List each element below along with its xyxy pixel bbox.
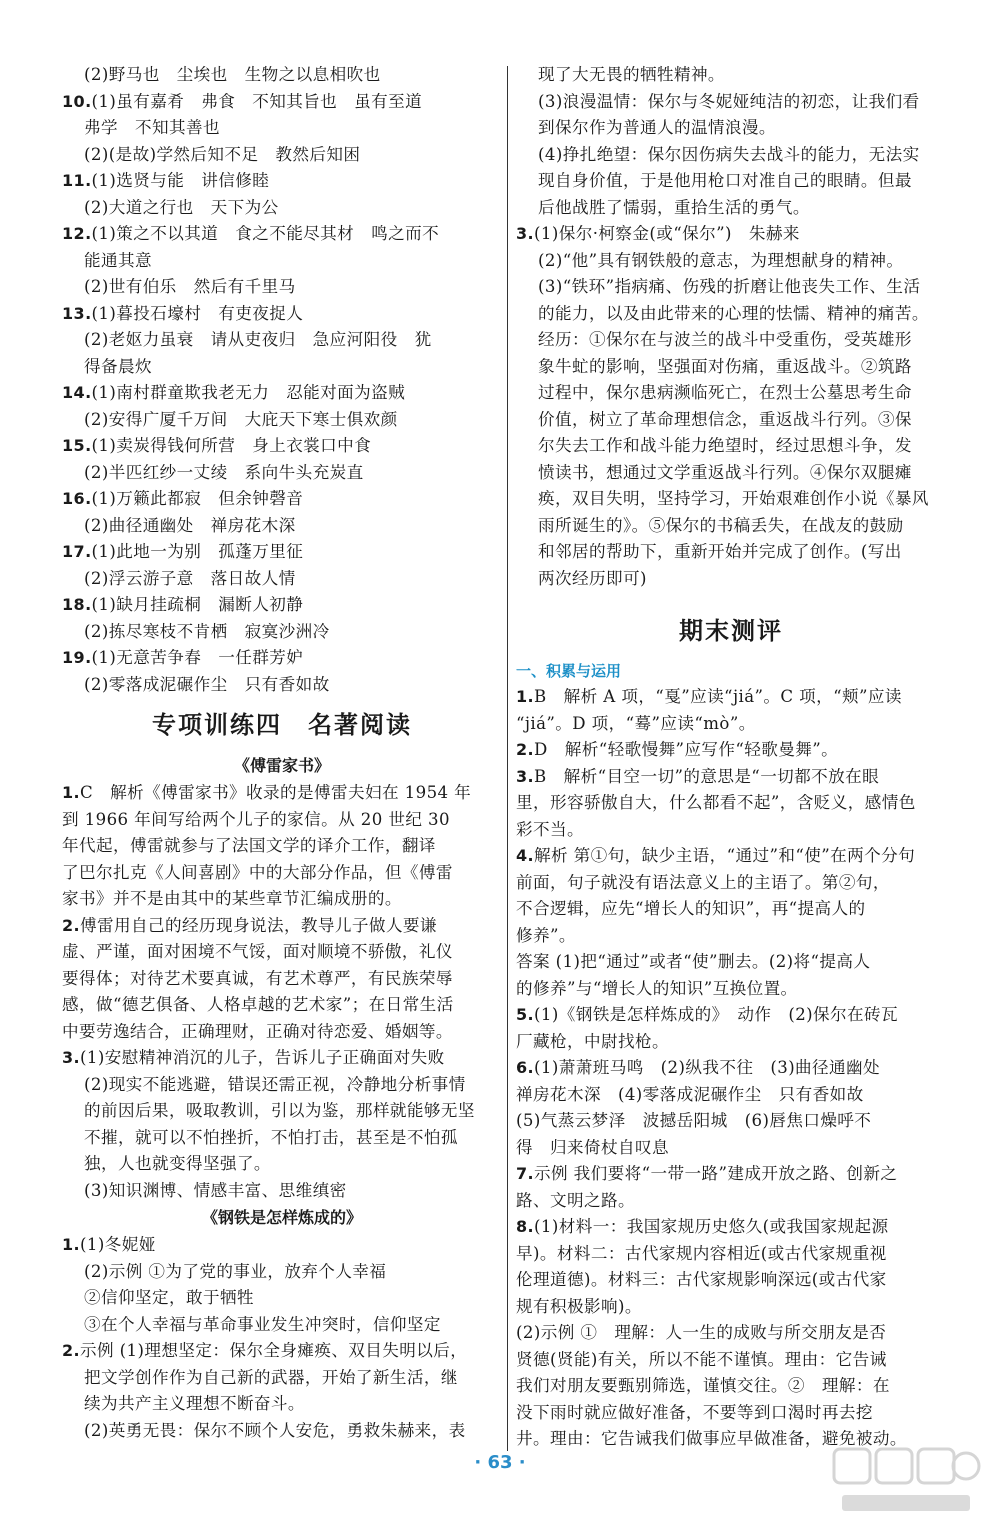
answer-line: [62, 672, 502, 699]
line-text: C 解析《傅雷家书》收录的是傅雷夫妇在 1954 年: [80, 783, 472, 802]
line-text: 现了大无畏的牺牲精神。: [538, 65, 725, 84]
answer-line: [516, 248, 946, 275]
line-text: ③在个人幸福与革命事业发生冲突时，信仰坚定: [84, 1314, 441, 1334]
answer-line: [516, 513, 946, 540]
line-text: (3)知识渊博、情感丰富、思维缜密: [84, 1180, 347, 1200]
line-text: 象牛虻的影响，坚强面对伤痛，重返战斗。②筑路: [538, 356, 912, 376]
answer-line: [516, 1029, 946, 1056]
answer-line: [516, 115, 946, 142]
line-text: 两次经历即可): [538, 568, 647, 588]
item-number: 2.: [62, 915, 81, 935]
line-text: 愤读书，想通过文学重返战斗行列。④保尔双腿瘫: [538, 462, 912, 482]
line-text: 不合逻辑，应先“增长人的知识”，再“提高人的: [516, 899, 866, 918]
answer-item: [516, 684, 946, 711]
line-text: 能通其意: [84, 250, 152, 270]
line-text: 经历：①保尔在与波兰的战斗中受重伤，受英雄形: [538, 330, 912, 349]
answer-line: [62, 1098, 502, 1125]
line-text: 后他战胜了懦弱，重拾生活的勇气。: [538, 197, 810, 217]
item-number: 10.: [62, 91, 92, 111]
item-number: 4.: [516, 846, 535, 865]
line-text: 尔失去工作和战斗能力绝望时，经过思想斗争，发: [538, 436, 912, 455]
line-text: D 解析“轻歌慢舞”应写作“轻歌曼舞”。: [534, 740, 839, 759]
line-text: 解析 第①句，缺少主语，“通过”和“使”在两个分句: [534, 846, 916, 865]
line-text: (2)野马也 尘埃也 生物之以息相吹也: [84, 65, 381, 84]
line-text: (1)万籁此都寂 但余钟磬音: [91, 489, 304, 508]
line-text: 井。理由：它告诫我们做事应早做准备，避免被动。: [516, 1429, 907, 1448]
answer-line: [62, 860, 502, 887]
line-text: (3)浪漫温情：保尔与冬妮娅纯洁的初恋，让我们看: [538, 91, 920, 111]
answer-line: [516, 1267, 946, 1294]
answer-line: [516, 407, 946, 434]
answer-line: [516, 539, 946, 566]
answer-line: [62, 513, 502, 540]
left-column: [62, 62, 502, 1444]
answer-item: [62, 645, 502, 672]
column-divider: [507, 66, 508, 1451]
line-text: B 解析 A 项，“戛”应读“jiá”。C 项，“颊”应读: [534, 687, 902, 706]
item-number: 3.: [516, 224, 535, 243]
line-text: (1)暮投石壕村 有吏夜捉人: [91, 303, 304, 323]
line-text: (1)冬妮娅: [80, 1235, 156, 1254]
answer-line: [62, 195, 502, 222]
answer-line: [62, 1019, 502, 1046]
line-text: 贤德(贤能)有关，所以不能不谨慎。理由：它告诫: [516, 1349, 887, 1369]
line-text: (1)无意苦争春 一任群芳妒: [91, 648, 304, 667]
line-text: (2)零落成泥碾作尘 只有香如故: [84, 674, 330, 694]
page-number: · 63 ·: [474, 1452, 526, 1473]
item-number: 17.: [62, 542, 92, 561]
line-text: (2)世有伯乐 然后有千里马: [84, 277, 296, 296]
item-number: 1.: [516, 687, 535, 706]
answer-line: [62, 807, 502, 834]
answer-item: [62, 486, 502, 513]
answer-line: [516, 790, 946, 817]
line-text: (2)浮云游子意 落日故人情: [84, 568, 296, 588]
line-text: (2)英勇无畏：保尔不顾个人安危，勇救朱赫来，表: [84, 1420, 466, 1440]
line-text: B 解析“目空一切”的意思是“一切都不放在眼: [534, 766, 880, 786]
answer-item: [62, 433, 502, 460]
line-text: 伦理道德)。材料三：古代家规影响深远(或古代家: [516, 1270, 887, 1289]
line-text: 要得体；对待艺术要真诚，有艺术尊严，有民族荣辱: [62, 968, 453, 988]
line-text: (5)气蒸云梦泽 波撼岳阳城 (6)唇焦口燥呼不: [516, 1111, 872, 1130]
right-column: [516, 62, 946, 1453]
answer-item: [516, 1002, 946, 1029]
line-text: 家书》并不是由其中的某些章节汇编成册的。: [62, 889, 402, 908]
line-text: 到保尔作为普通人的温情浪漫。: [538, 118, 776, 137]
answer-item: [516, 737, 946, 764]
answer-line: [516, 142, 946, 169]
answer-item: [62, 1338, 502, 1365]
line-text: (2)曲径通幽处 禅房花木深: [84, 515, 296, 535]
line-text: 得 归来倚杖自叹息: [516, 1137, 669, 1157]
line-text: (3)“铁环”指病痛、伤残的折磨让他丧失工作、生活: [538, 277, 921, 296]
line-text: (2)半匹红纱一丈绫 系向牛头充炭直: [84, 462, 364, 482]
line-text: 感，做“德艺俱备、人格卓越的艺术家”；在日常生活: [62, 995, 454, 1014]
answer-item: [516, 1161, 946, 1188]
line-text: (1)安慰精神消沉的儿子，告诉儿子正确面对失败: [80, 1048, 445, 1067]
line-text: 把文学创作作为自己新的武器，开始了新生活，继: [84, 1367, 458, 1387]
answer-line: [62, 566, 502, 593]
line-text: 中要劳逸结合，正确理财，正确对待恋爱、婚姻等。: [62, 1021, 453, 1041]
line-text: 前面，句子就没有语法意义上的主语了。第②句，: [516, 872, 890, 892]
answer-line: [62, 248, 502, 275]
item-number: 19.: [62, 648, 92, 667]
line-text: ②信仰坚定，敢于牺牲: [84, 1288, 254, 1307]
answer-line: [516, 566, 946, 593]
answer-item: [516, 221, 946, 248]
answer-line: [516, 433, 946, 460]
line-text: 过程中，保尔患病濒临死亡，在烈士公墓思考生命: [538, 383, 912, 402]
answer-line: [62, 115, 502, 142]
answer-line: [516, 1347, 946, 1374]
line-text: (2)大道之行也 天下为公: [84, 197, 279, 217]
line-text: 价值，树立了革命理想信念，重返战斗行列。③保: [538, 409, 912, 429]
answer-item: [62, 221, 502, 248]
answer-line: [62, 939, 502, 966]
line-text: (2)(是故)学然后知不足 教然后知困: [84, 144, 361, 164]
answer-line: [516, 817, 946, 844]
answer-line: [62, 1072, 502, 1099]
line-text: 答案 (1)把“通过”或者“使”删去。(2)将“提高人: [516, 952, 871, 971]
answer-line: [516, 1320, 946, 1347]
answer-line: [62, 62, 502, 89]
line-text: 修养”。: [516, 925, 576, 945]
answer-item: [62, 1045, 502, 1072]
line-text: 弗学 不知其善也: [84, 118, 220, 137]
line-text: 得备晨炊: [84, 356, 152, 376]
line-text: (1)《钢铁是怎样炼成的》 动作 (2)保尔在砖瓦: [534, 1005, 899, 1024]
answer-item: [516, 1055, 946, 1082]
answer-line: [62, 1151, 502, 1178]
spacer: [516, 592, 946, 604]
line-text: (1)保尔·柯察金(或“保尔”) 朱赫来: [534, 224, 800, 243]
line-text: 和邻居的帮助下，重新开始并完成了创作。(写出: [538, 542, 902, 561]
answer-item: [62, 913, 502, 940]
item-number: 8.: [516, 1217, 535, 1236]
answer-line: [62, 354, 502, 381]
answer-line: [62, 966, 502, 993]
answer-line: [516, 1373, 946, 1400]
answer-line: [516, 274, 946, 301]
line-text: (1)材料一：我国家规历史悠久(或我国家规起源: [534, 1217, 889, 1236]
answer-item: [516, 764, 946, 791]
item-number: 2.: [62, 1341, 81, 1360]
item-number: 11.: [62, 171, 92, 190]
answer-line: [516, 1108, 946, 1135]
line-text: (4)挣扎绝望：保尔因伤病失去战斗的能力，无法实: [538, 144, 920, 164]
answer-item: [62, 539, 502, 566]
answer-line: [62, 1285, 502, 1312]
line-text: (2)示例 ①为了党的事业，放弃个人幸福: [84, 1261, 387, 1281]
item-number: 1.: [62, 1235, 81, 1254]
line-text: (2)“他”具有钢铁般的意志，为理想献身的精神。: [538, 250, 904, 270]
subsection-label: 一、积累与运用: [516, 662, 622, 680]
item-number: 14.: [62, 383, 92, 402]
line-text: (1)策之不以其道 食之不能尽其材 鸣之而不: [91, 224, 440, 243]
answer-line: [516, 976, 946, 1003]
answer-item: [62, 592, 502, 619]
line-text: 独，人也就变得坚强了。: [84, 1154, 271, 1173]
line-text: (1)卖炭得钱何所营 身上衣裳口中食: [91, 436, 372, 455]
line-text: 厂藏枪，中尉找枪。: [516, 1031, 669, 1051]
line-text: 现自身价值，于是他用枪口对准自己的眼睛。但最: [538, 171, 912, 190]
answer-line: [516, 870, 946, 897]
line-text: (2)老妪力虽衰 请从吏夜归 急应河阳役 犹: [84, 330, 432, 349]
line-text: (2)示例 ① 理解：人一生的成败与所交朋友是否: [516, 1323, 887, 1342]
line-text: 的修养”与“增长人的知识”互换位置。: [516, 978, 798, 998]
line-text: 早)。材料二：古代家规内容相近(或古代家规重视: [516, 1243, 887, 1263]
line-text: 示例 (1)理想坚定：保尔全身瘫痪、双目失明以后，: [80, 1341, 468, 1360]
item-number: 7.: [516, 1164, 535, 1183]
line-text: 我们对朋友要甄别筛选，谨慎交往。② 理解：在: [516, 1376, 890, 1395]
answer-line: [62, 1365, 502, 1392]
section-heading: 期末测评: [679, 617, 783, 645]
answer-line: [516, 301, 946, 328]
answer-line: [62, 1312, 502, 1339]
line-text: “jiá”。D 项，“蓦”应读“mò”。: [516, 713, 756, 733]
line-text: 痪，双目失明，坚持学习，开始艰难创作小说《暴风: [538, 489, 929, 508]
line-text: 到 1966 年间写给两个儿子的家信。从 20 世纪 30: [62, 809, 450, 829]
line-text: 没下雨时就应做好准备，不要等到口渴时再去挖: [516, 1402, 873, 1422]
line-text: 的能力，以及由此带来的心理的怯懦、精神的痛苦。: [538, 303, 929, 323]
answer-line: [62, 1178, 502, 1205]
answer-item: [62, 89, 502, 116]
line-text: 雨所诞生的》。⑤保尔的书稿丢失，在战友的鼓励: [538, 515, 904, 535]
item-number: 12.: [62, 224, 92, 243]
answer-line: [62, 1418, 502, 1445]
line-text: (2)拣尽寒枝不肯栖 寂寞沙洲冷: [84, 621, 330, 641]
book-title-heading: 《钢铁是怎样炼成的》: [201, 1208, 362, 1227]
answer-line: [516, 1082, 946, 1109]
answer-line: [62, 142, 502, 169]
line-text: 的前因后果，吸取教训，引以为鉴，那样就能够无坚: [84, 1101, 475, 1120]
answer-item: [516, 843, 946, 870]
watermark-logo: [832, 1445, 982, 1519]
answer-line: [516, 327, 946, 354]
line-text: 不摧，就可以不怕挫折，不怕打击，甚至是不怕孤: [84, 1127, 458, 1147]
item-number: 18.: [62, 595, 92, 614]
answer-item: [62, 380, 502, 407]
answer-line: [516, 168, 946, 195]
answer-item: [62, 301, 502, 328]
line-text: (1)萧萧班马鸣 (2)纵我不往 (3)曲径通幽处: [534, 1058, 881, 1077]
line-text: 彩不当。: [516, 819, 584, 839]
item-number: 13.: [62, 303, 92, 323]
line-text: 虚、严谨，面对困境不气馁，面对顺境不骄傲，礼仪: [62, 942, 453, 961]
item-number: 16.: [62, 489, 92, 508]
answer-line: [62, 992, 502, 1019]
line-text: (1)选贤与能 讲信修睦: [91, 171, 270, 190]
line-text: 示例 我们要将“一带一路”建成开放之路、创新之: [534, 1164, 898, 1183]
answer-line: [62, 833, 502, 860]
line-text: 规有积极影响)。: [516, 1296, 642, 1316]
line-text: (2)现实不能逃避，错误还需正视，冷静地分析事情: [84, 1074, 466, 1094]
answer-line: [62, 327, 502, 354]
answer-line: [62, 619, 502, 646]
section-heading: 专项训练四 名著阅读: [152, 711, 412, 739]
line-text: 里，形容骄傲自大，什么都看不起”，含贬义，感情色: [516, 793, 916, 812]
line-text: 续为共产主义理想不断奋斗。: [84, 1394, 305, 1413]
answer-line: [516, 62, 946, 89]
answer-line: [516, 1135, 946, 1162]
line-text: (1)南村群童欺我老无力 忍能对面为盗贼: [91, 383, 406, 402]
answer-line: [516, 1294, 946, 1321]
answer-line: [62, 1259, 502, 1286]
answer-line: [516, 896, 946, 923]
line-text: (2)安得广厦千万间 大庇天下寒士俱欢颜: [84, 409, 398, 429]
answer-item: [62, 780, 502, 807]
item-number: 2.: [516, 740, 535, 759]
item-number: 5.: [516, 1005, 535, 1024]
answer-line: [516, 354, 946, 381]
line-text: (1)此地一为别 孤蓬万里征: [91, 542, 304, 561]
answer-line: [62, 274, 502, 301]
answer-line: [62, 460, 502, 487]
answer-line: [62, 1125, 502, 1152]
item-number: 3.: [62, 1048, 81, 1067]
answer-line: [516, 1241, 946, 1268]
answer-item: [62, 1232, 502, 1259]
answer-line: [516, 195, 946, 222]
line-text: 年代起，傅雷就参与了法国文学的译介工作，翻译: [62, 836, 436, 855]
answer-line: [62, 1391, 502, 1418]
answer-line: [516, 89, 946, 116]
answer-item: [62, 168, 502, 195]
answer-line: [516, 949, 946, 976]
answer-line: [62, 407, 502, 434]
line-text: 了巴尔扎克《人间喜剧》中的大部分作品，但《傅雷: [62, 862, 453, 882]
answer-line: [516, 923, 946, 950]
answer-item: [516, 1214, 946, 1241]
line-text: 路、文明之路。: [516, 1190, 635, 1210]
answer-line: [516, 1188, 946, 1215]
answer-line: [516, 460, 946, 487]
line-text: 傅雷用自己的经历现身说法，教导儿子做人要谦: [80, 915, 437, 935]
item-number: 6.: [516, 1058, 535, 1077]
item-number: 1.: [62, 783, 81, 802]
answer-line: [62, 886, 502, 913]
line-text: 禅房花木深 (4)零落成泥碾作尘 只有香如故: [516, 1084, 864, 1104]
book-title-heading: 《傅雷家书》: [233, 756, 330, 775]
answer-line: [516, 380, 946, 407]
line-text: (1)虽有嘉肴 弗食 不知其旨也 虽有至道: [91, 91, 423, 111]
item-number: 3.: [516, 766, 535, 786]
answer-line: [516, 711, 946, 738]
item-number: 15.: [62, 436, 92, 455]
answer-line: [516, 486, 946, 513]
answer-line: [516, 1400, 946, 1427]
line-text: (1)缺月挂疏桐 漏断人初静: [91, 595, 304, 614]
